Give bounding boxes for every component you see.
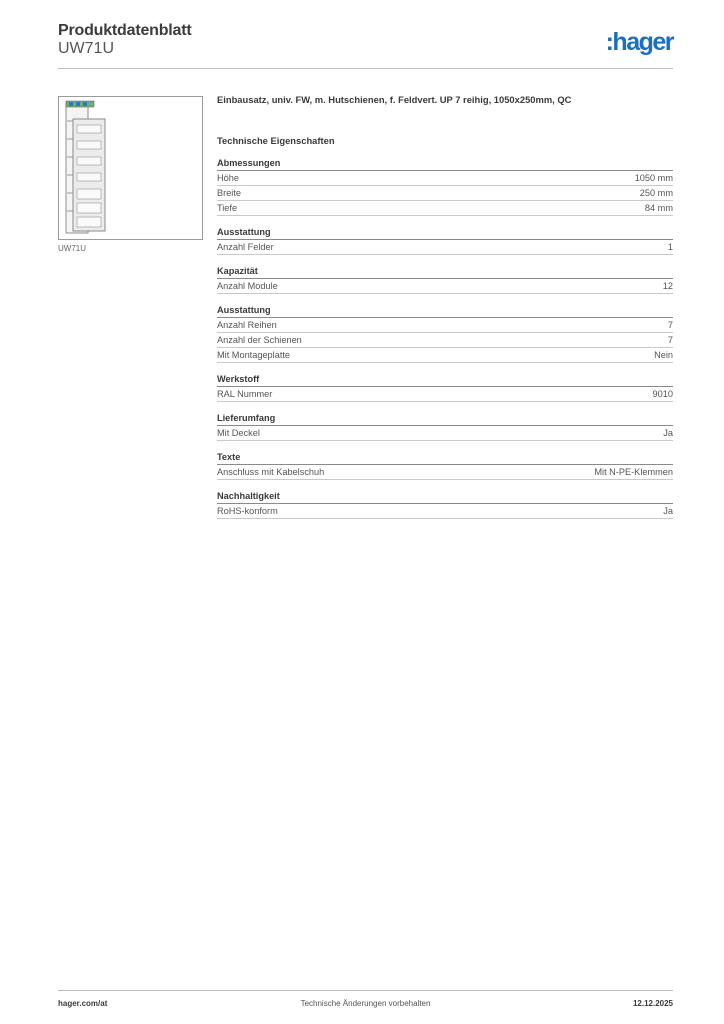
spec-label: Anzahl Felder [217, 242, 274, 252]
spec-value: 1050 mm [634, 173, 673, 183]
spec-value: Mit N-PE-Klemmen [594, 467, 673, 477]
spec-label: RoHS-konform [217, 506, 278, 516]
spec-value: 84 mm [644, 203, 673, 213]
footer-disclaimer: Technische Änderungen vorbehalten [300, 999, 431, 1008]
spec-value: Ja [663, 428, 673, 438]
spec-row [217, 387, 673, 402]
spec-group-title: Abmessungen [217, 157, 673, 171]
spec-label: RAL Nummer [217, 389, 273, 399]
product-description: Einbausatz, univ. FW, m. Hutschienen, f. Feldvert. UP 7 reihig, 1050x250mm, QC [217, 94, 572, 105]
spec-group [217, 265, 673, 294]
spec-group-title: Kapazität [217, 265, 673, 279]
header-divider [58, 68, 673, 69]
footer-date: 12.12.2025 [632, 999, 673, 1008]
spec-group-title: Nachhaltigkeit [217, 490, 673, 504]
spec-label: Anzahl der Schienen [217, 335, 302, 345]
spec-group-title: Texte [217, 451, 673, 465]
footer-website: hager.com/at [58, 999, 108, 1008]
spec-row [217, 186, 673, 201]
spec-label: Anzahl Module [217, 281, 278, 291]
spec-value: 250 mm [639, 188, 673, 198]
spec-value: Ja [663, 506, 673, 516]
page-header [58, 20, 673, 68]
spec-row [217, 348, 673, 363]
section-heading: Technische Eigenschaften [217, 135, 335, 146]
hager-logo: :hager [605, 28, 673, 56]
spec-group-title: Werkstoff [217, 373, 673, 387]
spec-groups [217, 157, 673, 519]
product-illustration [59, 97, 202, 239]
product-image [58, 96, 203, 240]
spec-group-title: Ausstattung [217, 226, 673, 240]
spec-label: Tiefe [217, 203, 238, 213]
spec-label: Anzahl Reihen [217, 320, 277, 330]
spec-group-title: Ausstattung [217, 304, 673, 318]
spec-value: 7 [667, 320, 673, 330]
spec-label: Mit Montageplatte [217, 350, 291, 360]
spec-value: 9010 [652, 389, 673, 399]
spec-row [217, 426, 673, 441]
spec-group [217, 412, 673, 441]
spec-label: Mit Deckel [217, 428, 260, 438]
footer-divider [58, 990, 673, 991]
specification-panel [217, 94, 673, 529]
spec-value: 12 [662, 281, 673, 291]
spec-row [217, 279, 673, 294]
spec-value: Nein [654, 350, 673, 360]
spec-group [217, 373, 673, 402]
spec-group [217, 304, 673, 363]
spec-label: Höhe [217, 173, 239, 183]
spec-value: 7 [667, 335, 673, 345]
spec-row [217, 333, 673, 348]
spec-value: 1 [667, 242, 673, 252]
spec-group [217, 157, 673, 216]
product-code: UW71U [58, 40, 115, 57]
spec-row [217, 240, 673, 255]
spec-row [217, 504, 673, 519]
spec-label: Anschluss mit Kabelschuh [217, 467, 325, 477]
spec-row [217, 465, 673, 480]
spec-group-title: Lieferumfang [217, 412, 673, 426]
spec-group [217, 451, 673, 480]
product-image-caption: UW71U [58, 244, 87, 253]
spec-row [217, 201, 673, 216]
spec-label: Breite [217, 188, 242, 198]
spec-group [217, 490, 673, 519]
spec-group [217, 226, 673, 255]
document-title: Produktdatenblatt [58, 22, 192, 39]
spec-row [217, 318, 673, 333]
spec-row [217, 171, 673, 186]
